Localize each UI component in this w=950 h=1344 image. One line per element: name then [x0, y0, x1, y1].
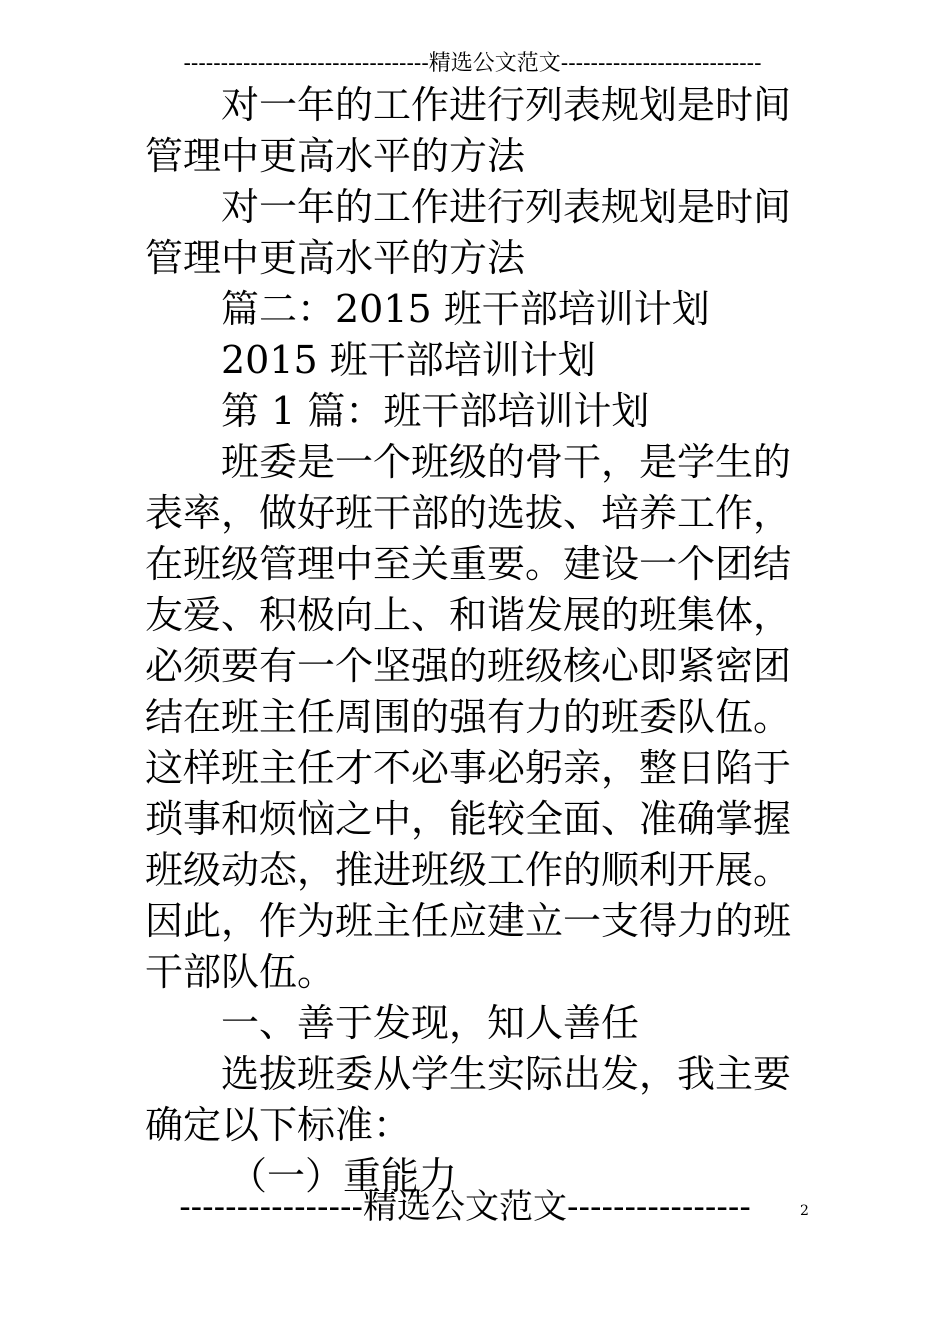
chapter-title: 第 1 篇：班干部培训计划	[221, 389, 650, 433]
paragraph-criteria: 选拔班委从学生实际出发，我主要确定以下标准：	[145, 1052, 792, 1147]
section-heading-1: 一、善于发现，知人善任	[221, 1001, 640, 1045]
subsection-heading-1: （一）重能力	[229, 1154, 458, 1198]
document-body	[145, 80, 805, 1202]
page-footer: ----------------精选公文范文----------------	[179, 1187, 751, 1227]
page-number: 2	[800, 1203, 809, 1219]
paragraph-1: 对一年的工作进行列表规划是时间管理中更高水平的方法	[145, 83, 792, 178]
paragraph-2: 对一年的工作进行列表规划是时间管理中更高水平的方法	[145, 185, 792, 280]
section-heading-part-two: 篇二：2015 班干部培训计划	[221, 287, 710, 331]
document-title: 2015 班干部培训计划	[221, 338, 596, 382]
paragraph-intro: 班委是一个班级的骨干，是学生的表率，做好班干部的选拔、培养工作，在班级管理中至关重要。建设一个团结友爱、积极向上、和谐发展的班集体，必须要有一个坚强的班级核心即紧密团结在班主任周围的强有力的班委队伍。这样班主任才不必事必躬亲，整日陷于琐事和烦恼之中，能较全面、准确掌握班级动态，推进班级工作的顺利开展。因此，作为班主任应建立一支得力的班干部队伍。	[145, 440, 792, 994]
page-header: ---------------------------------精选公文范文---------------------------	[183, 51, 762, 76]
